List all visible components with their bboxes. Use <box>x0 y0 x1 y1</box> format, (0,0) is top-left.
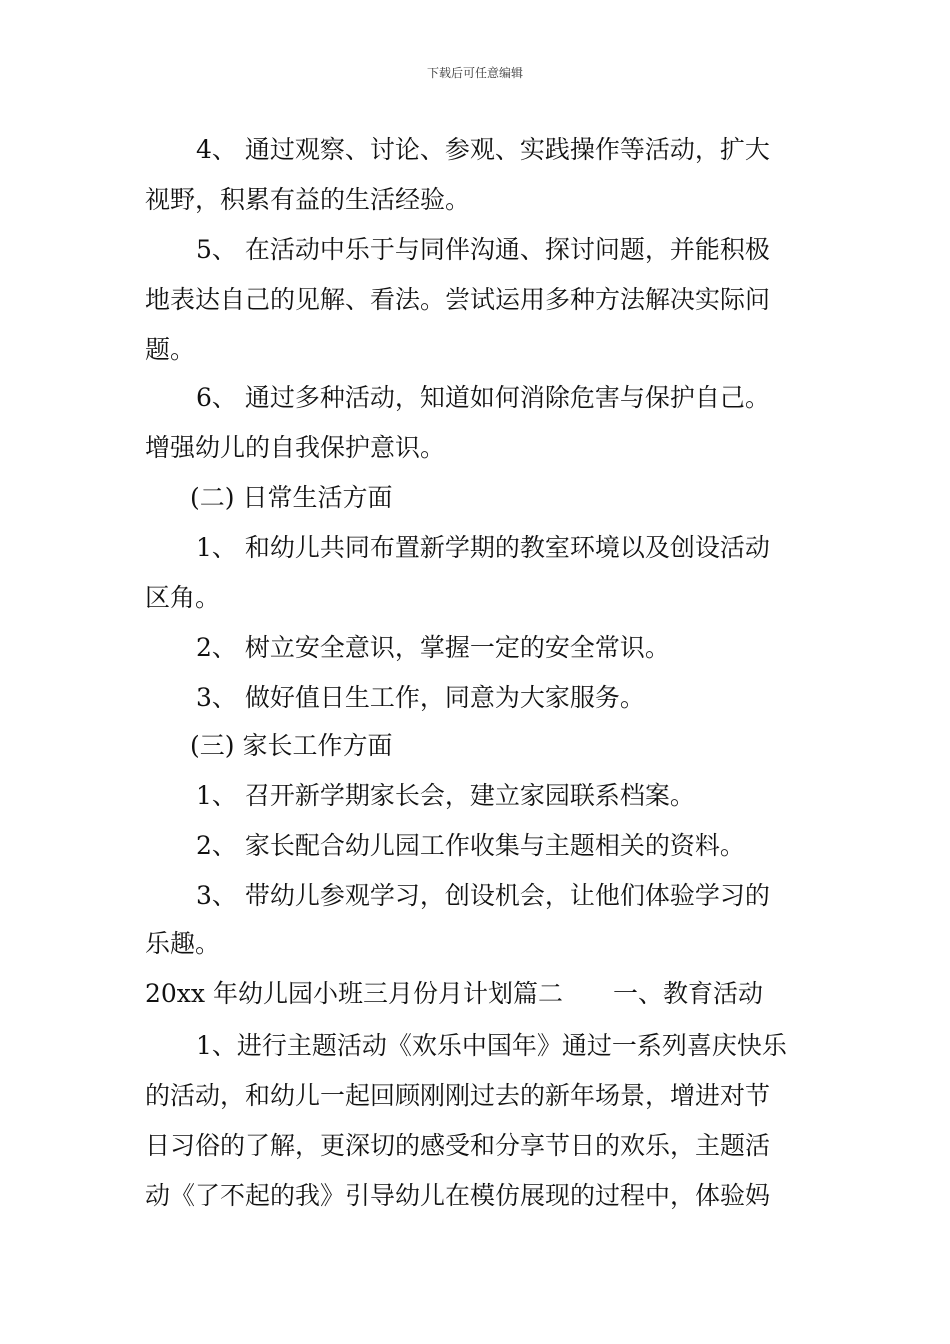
section-heading: (三) 家长工作方面 <box>190 731 393 760</box>
text-line: 日习俗的了解，更深切的感受和分享节日的欢乐，主题活 <box>145 1131 771 1160</box>
text-line: 3、 带幼儿参观学习，创设机会，让他们体验学习的 <box>196 881 770 910</box>
text-line: 2、 家长配合幼儿园工作收集与主题相关的资料。 <box>196 831 745 860</box>
text-line: 1、 召开新学期家长会，建立家园联系档案。 <box>196 781 695 810</box>
text-line: 的活动，和幼儿一起回顾刚刚过去的新年场景，增进对节 <box>145 1081 771 1110</box>
section-heading: (二) 日常生活方面 <box>190 483 393 512</box>
text-line: 动《了不起的我》引导幼儿在模仿展现的过程中，体验妈 <box>145 1181 771 1210</box>
text-line: 视野，积累有益的生活经验。 <box>145 185 471 214</box>
text-line: 4、 通过观察、讨论、参观、实践操作等活动，扩大 <box>196 135 770 164</box>
text-line: 增强幼儿的自我保护意识。 <box>145 433 446 462</box>
text-line: 1、 和幼儿共同布置新学期的教室环境以及创设活动 <box>196 533 770 562</box>
text-line: 地表达自己的见解、看法。尝试运用多种方法解决实际问 <box>145 285 771 314</box>
title-line: 20xx 年幼儿园小班三月份月计划篇二 一、教育活动 <box>145 979 763 1008</box>
text-line: 1、进行主题活动《欢乐中国年》通过一系列喜庆快乐 <box>196 1031 787 1060</box>
text-line: 2、 树立安全意识，掌握一定的安全常识。 <box>196 633 670 662</box>
text-line: 3、 做好值日生工作，同意为大家服务。 <box>196 683 645 712</box>
text-line: 5、 在活动中乐于与同伴沟通、探讨问题，并能积极 <box>196 235 770 264</box>
text-line: 6、 通过多种活动，知道如何消除危害与保护自己。 <box>196 383 770 412</box>
text-line: 区角。 <box>145 583 221 612</box>
text-line: 乐趣。 <box>145 929 221 958</box>
page-header: 下载后可任意编辑 <box>426 66 523 80</box>
text-line: 题。 <box>145 335 196 364</box>
